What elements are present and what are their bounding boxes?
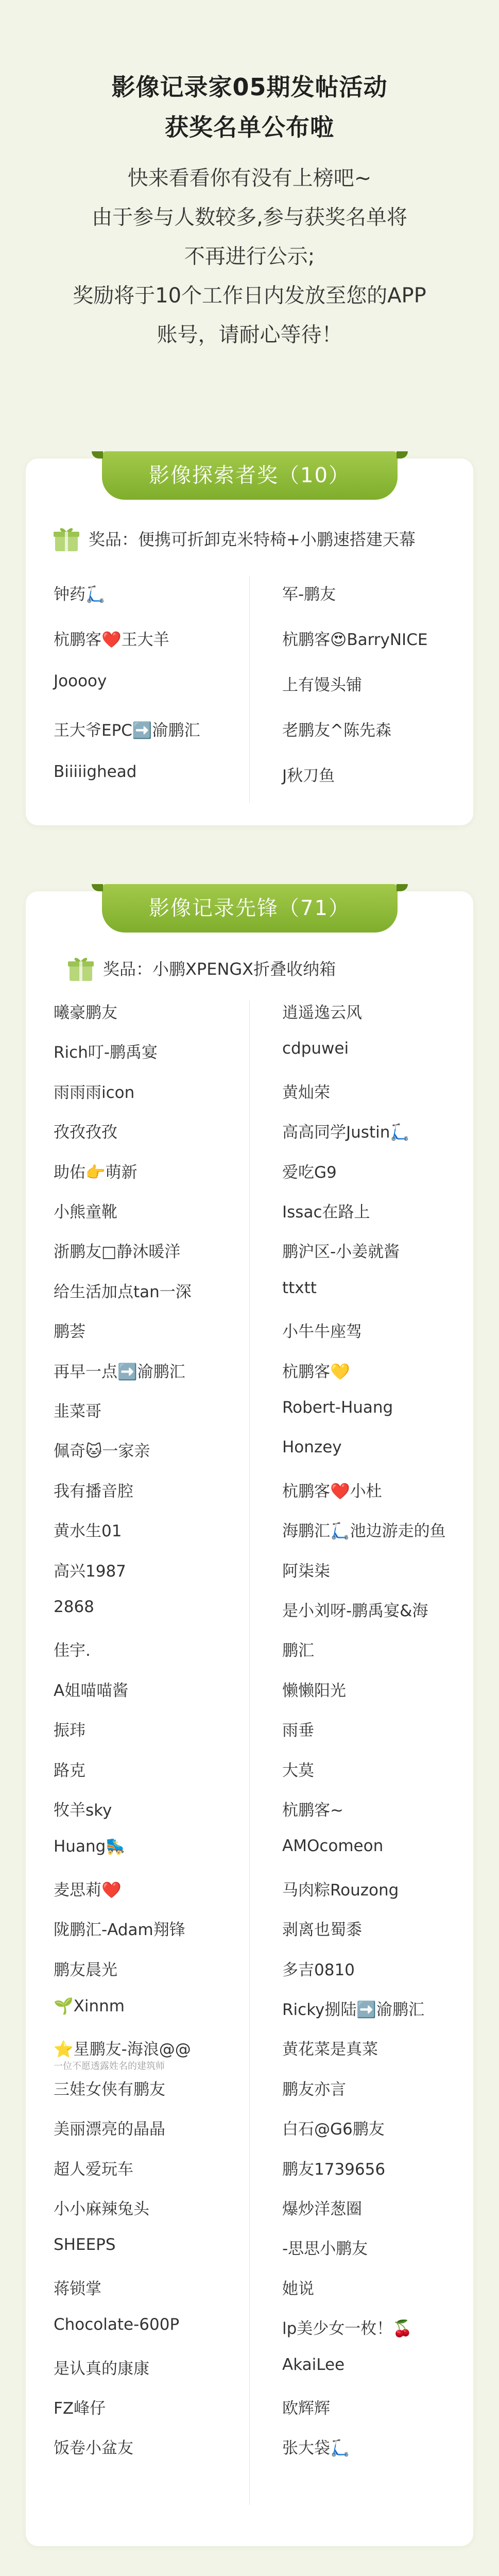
winner-name: 牧羊sky bbox=[54, 1801, 112, 1820]
winner-name: 陇鹏汇-Adam翔锋 bbox=[54, 1921, 185, 1940]
winner-name: 阿柒柒 bbox=[282, 1562, 330, 1581]
winner-name: 曦豪鹏友 bbox=[54, 1004, 117, 1022]
intro-line: 快来看看你有没有上榜吧~ bbox=[127, 166, 372, 190]
intro-line: 由于参与人数较多,参与获奖名单将 bbox=[92, 206, 407, 229]
winner-name: 小熊童靴 bbox=[54, 1203, 117, 1222]
winner-name: Ricky捌陆➡️渝鹏汇 bbox=[282, 2001, 424, 2019]
winner-name: 黄花菜是真菜 bbox=[282, 2040, 378, 2059]
winner-name: AMOcomeon bbox=[282, 1837, 384, 1856]
winner-name: Honzey bbox=[282, 1438, 342, 1457]
winner-name: Biiiiighead bbox=[54, 762, 137, 781]
winner-name: 雨雨雨icon bbox=[54, 1083, 135, 1102]
winner-name: 鹏友1739656 bbox=[282, 2160, 386, 2179]
winner-name: 鹏沪区-小姜就酱 bbox=[282, 1243, 400, 1262]
winner-name: 张大袋🛴 bbox=[282, 2439, 350, 2458]
winner-name: 超人爱玩车 bbox=[54, 2160, 133, 2179]
winner-name: 路克 bbox=[54, 1761, 85, 1780]
winner-name: 三娃女侠有鹏友 bbox=[54, 2080, 165, 2099]
winner-name: 再早一点➡️渝鹏汇 bbox=[54, 1362, 185, 1381]
winner-name: ttxtt bbox=[282, 1278, 317, 1297]
header bbox=[0, 0, 499, 354]
winner-name: 黄灿荣 bbox=[282, 1083, 330, 1102]
winner-name: 逍遥逸云风 bbox=[282, 1004, 362, 1022]
winner-name: 老鹏友^陈先森 bbox=[282, 721, 391, 740]
winner-name: AkaiLee bbox=[282, 2355, 345, 2374]
winner-name: Issac在路上 bbox=[282, 1203, 370, 1222]
winner-name: 给生活加点tan一深 bbox=[54, 1282, 192, 1301]
intro-line: 奖励将于10个工作日内发放至您的APP bbox=[73, 284, 426, 308]
winner-name: 美丽漂亮的晶晶 bbox=[54, 2120, 165, 2139]
winner-name: Huang🛼 bbox=[54, 1837, 126, 1856]
winner-name: 大莫 bbox=[282, 1761, 314, 1780]
intro-text bbox=[0, 159, 499, 354]
winner-grid bbox=[54, 999, 455, 2509]
winner-name: Jooooy bbox=[54, 672, 107, 690]
intro-line: 不再进行公示; bbox=[184, 245, 315, 268]
gift-icon bbox=[51, 523, 81, 553]
winner-name: 剥离也蜀黍 bbox=[282, 1921, 362, 1940]
winner-name: 佩奇🐱一家亲 bbox=[54, 1442, 150, 1461]
winner-name: 2868 bbox=[54, 1598, 94, 1616]
page-title-line-1: 影像记录家05期发帖活动 bbox=[111, 73, 388, 101]
winner-name: 杭鹏客❤️王大羊 bbox=[54, 631, 169, 649]
winner-name: J秋刀鱼 bbox=[282, 767, 335, 785]
winner-name: 是认真的康康 bbox=[54, 2359, 149, 2378]
prize-line bbox=[66, 953, 336, 983]
prize-line bbox=[51, 523, 416, 553]
winner-card-pioneer bbox=[26, 891, 473, 2546]
winner-name: 杭鹏客💛 bbox=[282, 1362, 350, 1381]
winner-card-explorer bbox=[26, 459, 473, 825]
winner-name: 佳宇. bbox=[54, 1641, 91, 1660]
winner-name: -思思小鹏友 bbox=[282, 2240, 368, 2259]
winner-name: 麦思莉❤️ bbox=[54, 1880, 122, 1900]
winner-name: 多吉0810 bbox=[282, 1960, 355, 1979]
winner-name: Robert-Huang bbox=[282, 1398, 393, 1417]
winner-name: 白石@G6鹏友 bbox=[282, 2120, 385, 2139]
winner-name: Rich叮-鹏禹宴 bbox=[54, 1043, 158, 1062]
winner-name: 鹏友亦言 bbox=[282, 2080, 346, 2099]
winner-name: 欧辉辉 bbox=[282, 2399, 330, 2418]
winner-name: A姐喵喵酱 bbox=[54, 1681, 129, 1700]
winner-name: 爆炒洋葱圈 bbox=[282, 2200, 362, 2218]
winner-name: 高兴1987 bbox=[54, 1562, 126, 1581]
winner-name: 饭卷小盆友 bbox=[54, 2439, 133, 2458]
gift-icon bbox=[66, 953, 96, 983]
winner-name: 杭鹏客~ bbox=[282, 1801, 343, 1820]
winner-name: 小牛牛座驾 bbox=[282, 1323, 362, 1342]
winner-name: 是小刘呀-鹏禹宴&海 bbox=[282, 1602, 428, 1620]
prize-text: 奖品：便携可折卸克米特椅+小鹏速搭建天幕 bbox=[89, 530, 416, 549]
winner-name: 爱吃G9 bbox=[282, 1163, 337, 1182]
winner-name: 我有播音腔 bbox=[54, 1482, 133, 1501]
winner-grid bbox=[54, 581, 455, 808]
winner-name: FZ峰仔 bbox=[54, 2399, 106, 2418]
winner-name: 雨垂 bbox=[282, 1721, 314, 1740]
winner-name: 海鹏汇🛴池边游走的鱼 bbox=[282, 1522, 446, 1541]
winner-name: Chocolate-600P bbox=[54, 2315, 180, 2334]
winner-name: 鹏汇 bbox=[282, 1641, 314, 1660]
winner-name: 助佑👉萌新 bbox=[54, 1163, 137, 1182]
intro-line: 账号，请耐心等待！ bbox=[157, 323, 342, 347]
winner-name: 黄水生01 bbox=[54, 1522, 122, 1541]
winner-name: lp美少女一枚！🍒 bbox=[282, 2319, 412, 2338]
winner-name: 高高同学Justin🛴 bbox=[282, 1123, 410, 1142]
winner-name: 杭鹏客❤️小杜 bbox=[282, 1482, 382, 1501]
section-banner: 影像探索者奖（10） bbox=[102, 451, 398, 500]
winner-name: 鹏友晨光 bbox=[54, 1960, 117, 1979]
winner-name: 振玮 bbox=[54, 1721, 85, 1740]
winner-name: cdpuwei bbox=[282, 1039, 349, 1058]
prize-text: 奖品：小鹏XPENGX折叠收纳箱 bbox=[103, 959, 336, 979]
winner-name: SHEEPS bbox=[54, 2235, 116, 2255]
winner-name: 鹏荟 bbox=[54, 1323, 85, 1342]
winner-name: 她说 bbox=[282, 2279, 314, 2298]
winner-name: 王大爷EPC➡️渝鹏汇 bbox=[54, 721, 200, 740]
winner-name: ⭐星鹏友-海浪@@ bbox=[54, 2040, 191, 2059]
winner-name: 懒懒阳光 bbox=[282, 1681, 346, 1700]
section-banner: 影像记录先锋（71） bbox=[102, 884, 398, 933]
winner-name: 钟药🛴 bbox=[54, 585, 106, 604]
winner-name: 杭鹏客😍BarryNICE bbox=[282, 631, 428, 649]
winner-name: 🌱Xinnm bbox=[54, 1997, 125, 2015]
winner-subtitle: 一位不愿透露姓名的建筑师 bbox=[54, 2061, 165, 2072]
winner-name: 马肉粽Rouzong bbox=[282, 1880, 399, 1900]
winner-name: 浙鹏友□静沐暖洋 bbox=[54, 1243, 181, 1262]
winner-name: 小小麻辣兔头 bbox=[54, 2200, 149, 2218]
winner-name: 韭菜哥 bbox=[54, 1402, 101, 1421]
winner-name: 孜孜孜孜 bbox=[54, 1123, 117, 1142]
winner-name: 军-鹏友 bbox=[282, 585, 336, 604]
page-title-line-2: 获奖名单公布啦 bbox=[165, 113, 334, 141]
winner-name: 蒋锁掌 bbox=[54, 2279, 101, 2298]
winner-name: 上有馒头铺 bbox=[282, 676, 362, 694]
